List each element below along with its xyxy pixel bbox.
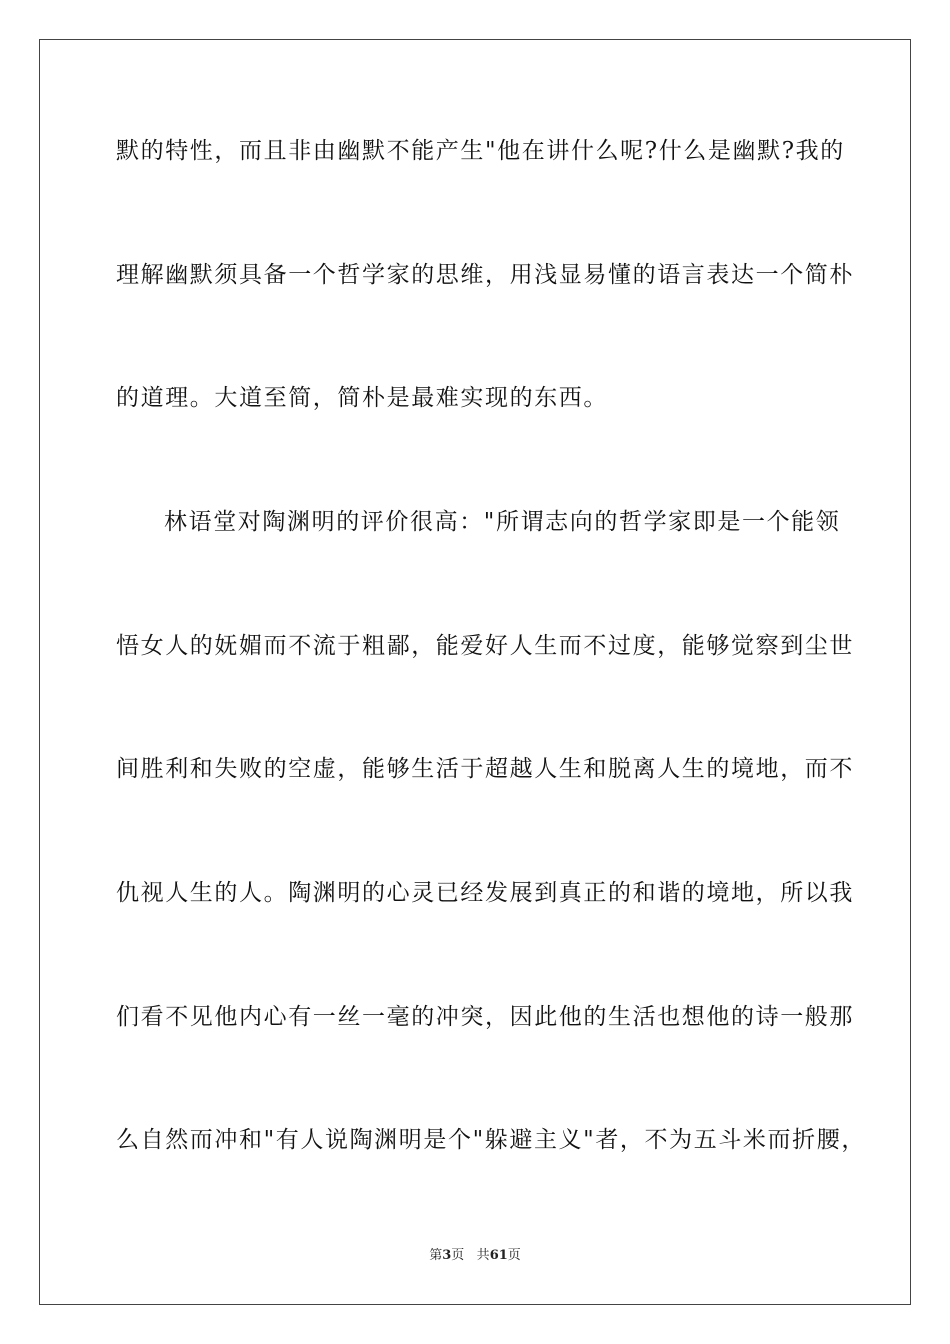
text-line-6: 间胜利和失败的空虚，能够生活于超越人生和脱离人生的境地，而不 bbox=[116, 756, 854, 782]
text-line-2: 理解幽默须具备一个哲学家的思维，用浅显易懂的语言表达一个简朴 bbox=[116, 262, 854, 288]
page-current: 3 bbox=[442, 1248, 452, 1263]
page-unit: 页 bbox=[451, 1248, 465, 1263]
text-line-1: 默的特性，而且非由幽默不能产生"他在讲什么呢?什么是幽默?我的 bbox=[116, 138, 845, 164]
page-footer bbox=[0, 1247, 950, 1265]
text-line-3: 的道理。大道至简，简朴是最难实现的东西。 bbox=[116, 385, 608, 411]
page-prefix: 第 bbox=[429, 1248, 443, 1263]
text-line-8: 们看不见他内心有一丝一毫的冲突，因此他的生活也想他的诗一般那 bbox=[116, 1004, 854, 1030]
text-line-7: 仇视人生的人。陶渊明的心灵已经发展到真正的和谐的境地，所以我 bbox=[116, 880, 854, 906]
page-total: 61 bbox=[489, 1248, 508, 1263]
text-line-4: 林语堂对陶渊明的评价很高："所谓志向的哲学家即是一个能领 bbox=[164, 509, 841, 535]
total-unit: 页 bbox=[507, 1248, 521, 1263]
total-prefix: 共 bbox=[476, 1248, 490, 1263]
page-frame bbox=[39, 39, 911, 1305]
text-line-9: 么自然而冲和"有人说陶渊明是个"躲避主义"者，不为五斗米而折腰， bbox=[116, 1127, 866, 1153]
text-line-5: 悟女人的妩媚而不流于粗鄙，能爱好人生而不过度，能够觉察到尘世 bbox=[116, 633, 854, 659]
